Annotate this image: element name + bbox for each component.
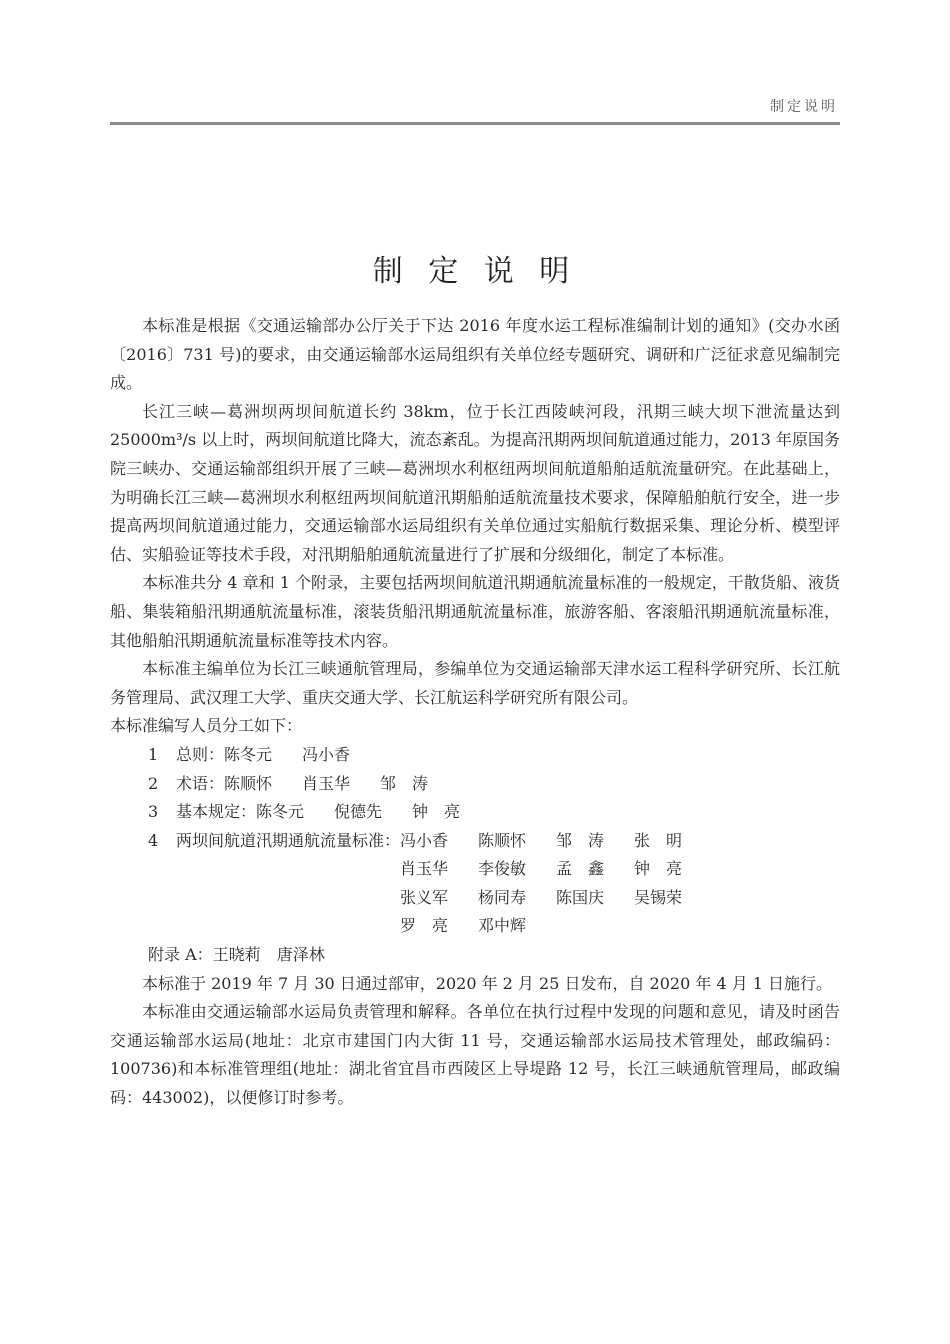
staff-item-names [256,798,568,827]
body-text [110,312,840,1113]
appendix-name: 王晓莉 [212,945,261,965]
staff-name: 杨同寿 [478,887,527,907]
staff-item-number: 1 [148,744,159,764]
staff-name: 倪德先 [334,802,383,822]
staff-name: 孟 鑫 [556,859,605,879]
staff-item-role: 基本规定： [176,802,257,822]
header-rule [110,122,840,125]
staff-intro: 本标准编写人员分工如下： [110,716,303,736]
staff-item-names [400,827,712,941]
staff-name: 陈顺怀 [224,773,273,793]
staff-name: 李俊敏 [478,859,527,879]
paragraph-contact: 本标准由交通运输部水运局负责管理和解释。各单位在执行过程中发现的问题和意见，请及时函告交通运输部水运局(地址：北京市建国门内大街 11 号，交通运输部水运局技术管理处，邮政编码：100736)和本标准管理组(地址：湖北省宜昌市西陵区上导堤路 12 号，长江三峡通航管理局，邮政编码：443002)，以便修订时参考。 [110,1002,840,1108]
appendix-label: 附录 A： [148,945,213,965]
staff-name: 陈冬元 [256,802,305,822]
staff-item-role: 术语： [176,773,225,793]
staff-item-role: 两坝间航道汛期通航流量标准： [176,830,401,850]
staff-name: 陈顺怀 [478,830,527,850]
staff-item [110,741,840,770]
staff-name: 肖玉华 [400,859,449,879]
staff-name: 罗 亮 [400,916,449,936]
appendix-name: 唐泽林 [276,945,325,965]
staff-name: 钟 亮 [634,859,683,879]
running-header: 制定说明 [770,99,838,115]
staff-name: 张义军 [400,887,449,907]
staff-name: 钟 亮 [412,802,461,822]
staff-name: 肖玉华 [302,773,351,793]
staff-name: 陈国庆 [556,887,605,907]
staff-item-number: 3 [148,802,159,822]
staff-name: 张 明 [634,830,683,850]
paragraph-contents: 本标准共分 4 章和 1 个附录，主要包括两坝间航道汛期通航流量标准的一般规定，干散货船、液货船、集装箱船汛期通航流量标准，滚装货船汛期通航流量标准，旅游客船、客滚船汛期通航流量标准，其他船舶汛期通航流量标准等技术内容。 [110,573,840,650]
paragraph-organizations: 本标准主编单位为长江三峡通航管理局，参编单位为交通运输部天津水运工程科学研究所、长江航务管理局、武汉理工大学、重庆交通大学、长江航运科学研究所有限公司。 [110,659,840,707]
paragraph-background: 长江三峡—葛洲坝两坝间航道长约 38km，位于长江西陵峡河段，汛期三峡大坝下泄流量达到 25000m³/s 以上时，两坝间航道比降大，流态紊乱。为提高汛期两坝间航道通过能力，2013 年原国务院三峡办、交通运输部组织开展了三峡—葛洲坝水利枢纽两坝间航道船舶适航流量研究。在此基础上，为明确长江三峡—葛洲坝水利枢纽两坝间航道汛期船舶适航流量技术要求，保障船舶航行安全，进一步提高两坝间航道通过能力，交通运输部水运局组织有关单位通过实船航行数据采集、理论分析、模型评估、实船验证等技术手段，对汛期船舶通航流量进行了扩展和分级细化，制定了本标准。 [110,401,840,564]
staff-item [110,827,840,941]
staff-item-names [224,770,536,799]
staff-name: 冯小香 [302,744,351,764]
staff-name: 陈冬元 [224,744,273,764]
staff-name: 冯小香 [400,830,449,850]
staff-item [110,770,840,799]
staff-name: 吴锡荣 [634,887,683,907]
staff-item [110,798,840,827]
paragraph-effective-date: 本标准于 2019 年 7 月 30 日通过部审，2020 年 2 月 25 日发布，自 2020 年 4 月 1 日施行。 [142,973,833,993]
staff-name: 邹 涛 [556,830,605,850]
staff-item-number: 2 [148,773,159,793]
page-title: 制 定 说 明 [372,254,578,289]
appendix-authors [110,941,840,970]
staff-name: 邓中辉 [478,916,527,936]
staff-item-names [224,741,536,770]
staff-list [110,741,840,941]
paragraph-basis: 本标准是根据《交通运输部办公厅关于下达 2016 年度水运工程标准编制计划的通知》(交办水函〔2016〕731 号)的要求，由交通运输部水运局组织有关单位经专题研究、调研和广泛征求意见编制完成。 [110,316,840,393]
staff-item-role: 总则： [176,744,225,764]
staff-item-number: 4 [148,830,159,850]
staff-name: 邹 涛 [380,773,429,793]
